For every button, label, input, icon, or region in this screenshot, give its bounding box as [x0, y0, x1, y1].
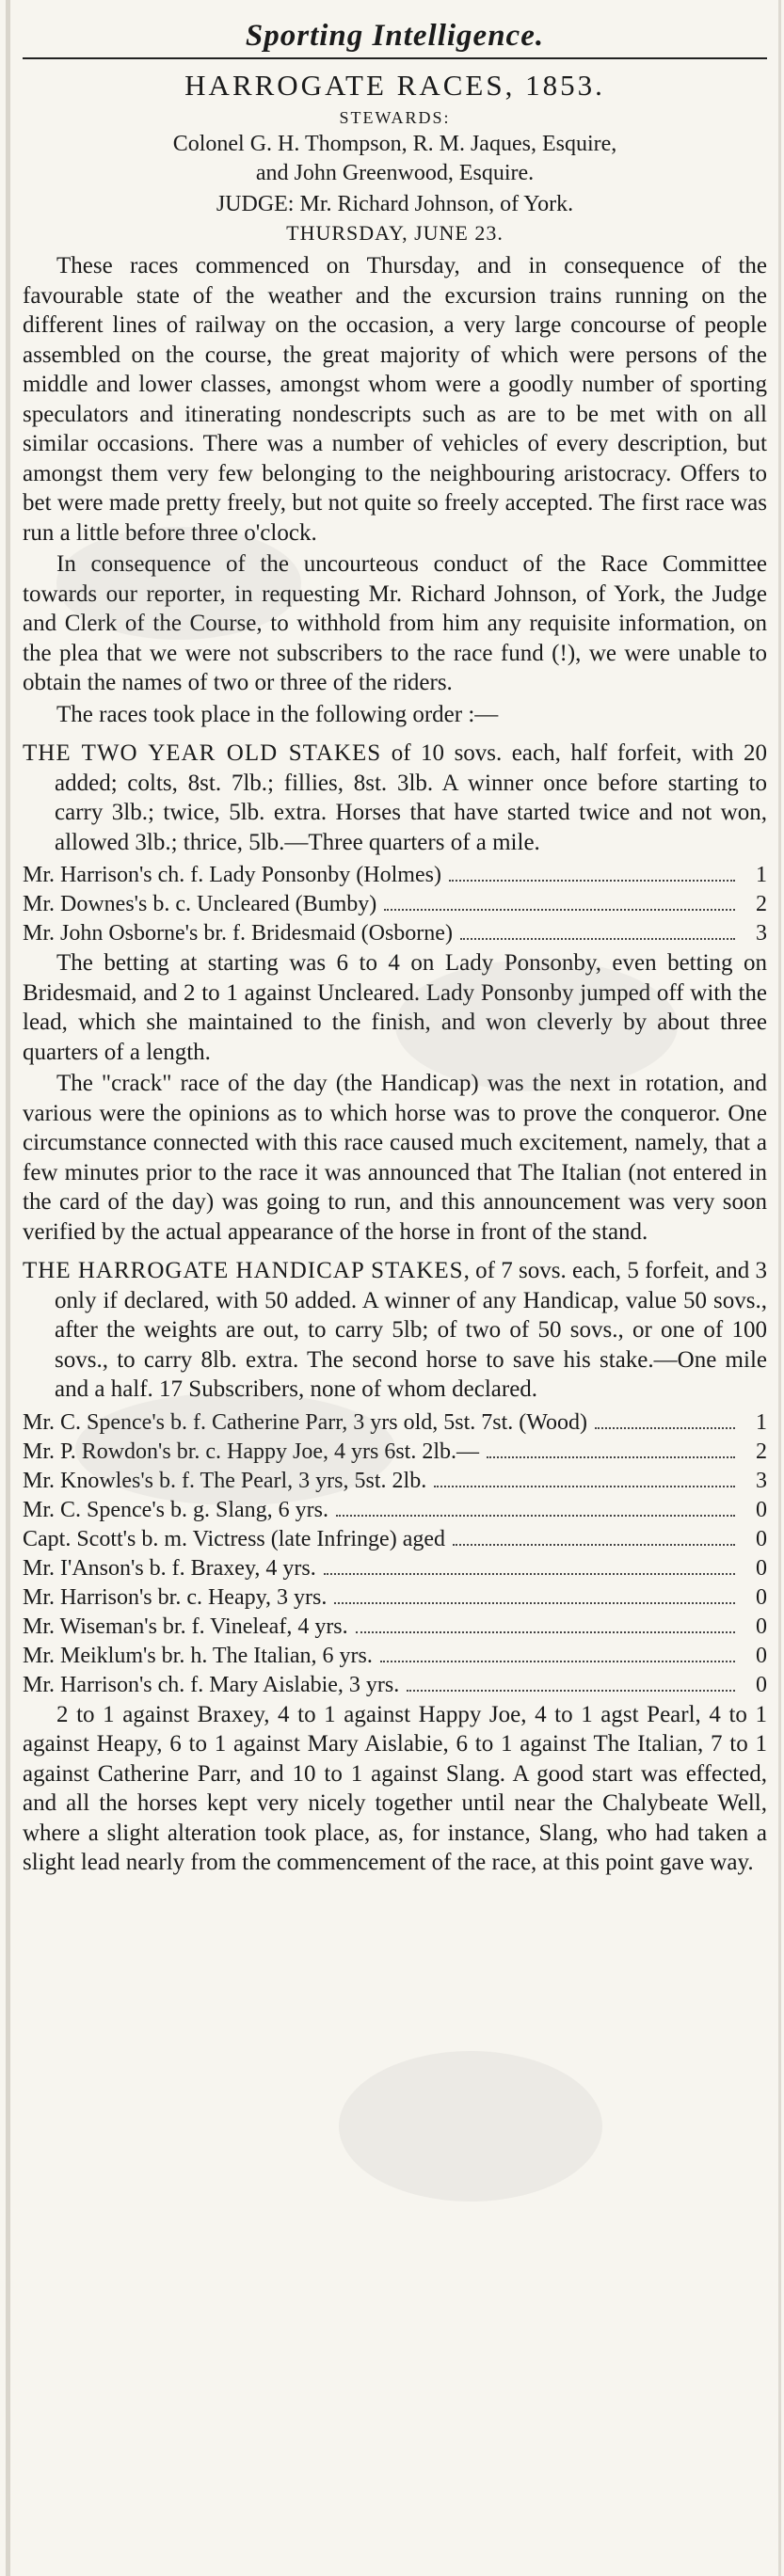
- result-place: 0: [756, 1643, 767, 1668]
- race2-conditions: , of 7 sovs. each, 5 forfeit, and 3 only if declared, with 50 added. A winner of any Handicap, value 50 sovs., after the weights are out, to carry 5lb; of two of 50 sovs., or one of 100 sovs., to carry 8lb. extra. The second horse to save his stake.—One mile and a half. 17 Subscribers, none of whom declared.: [55, 1258, 767, 1402]
- leader-dots: [449, 880, 735, 882]
- race2-results: [23, 1408, 767, 1700]
- result-horse: Mr. Harrison's ch. f. Mary Aislabie, 3 yrs.: [23, 1672, 400, 1697]
- result-place: 0: [756, 1526, 767, 1551]
- result-horse: Mr. Harrison's ch. f. Lady Ponsonby (Holmes): [23, 863, 441, 887]
- section-header: Sporting Intelligence.: [245, 19, 545, 53]
- race-date: THURSDAY, JUNE 23.: [286, 221, 504, 245]
- committee-paragraph: In consequence of the uncourteous conduct of the Race Committee towards our reporter, in requesting Mr. Richard Johnson, of York, the Judge and Clerk of the Course, to withhold from him any requisite information, on the plea that we were not subscribers to the race fund (!), we were unable to obtain the names of two or three of the riders.: [23, 551, 767, 695]
- leader-dots: [434, 1486, 735, 1487]
- result-horse: Mr. Harrison's br. c. Heapy, 3 yrs.: [23, 1584, 328, 1610]
- result-place: 2: [756, 1439, 767, 1464]
- crack-race-paragraph: The "crack" race of the day (the Handicap) was the next in rotation, and various were the opinions as to which horse was to prove the conqueror. One circumstance connected with this race caused much excitement, namely, that a few minutes prior to the race it was announced that The Italian (not entered in the card of the day) was going to run, and this announcement was very soon verified by the actual appearance of the horse in front of the stand.: [23, 1071, 767, 1245]
- paper-edge-right: [778, 0, 781, 2576]
- result-horse: Mr. Knowles's b. f. The Pearl, 3 yrs, 5st. 2lb.: [23, 1468, 427, 1493]
- leader-dots: [460, 938, 735, 940]
- result-horse: Mr. Meiklum's br. h. The Italian, 6 yrs.: [23, 1643, 373, 1668]
- result-horse: Mr. Wiseman's br. f. Vineleaf, 4 yrs.: [23, 1614, 348, 1639]
- intro-paragraph: These races commenced on Thursday, and in consequence of the favourable state of the weather and the excursion trains running on the different lines of railway on the occasion, a very large concourse of people assembled on the course, the great majority of which were persons of the middle and lower classes, amongst whom were a goodly number of sporting speculators and itinerating nondescripts such as are to be met with on all similar occasions. There was a number of vehicles of every description, but amongst them very few belonging to the neighbouring aristocracy. Offers to bet were made pretty freely, but not quite so freely accepted. The first race was run a little before three o'clock.: [23, 253, 767, 546]
- result-horse: Capt. Scott's b. m. Victress (late Infringe) aged: [23, 1526, 445, 1551]
- header-rule: [23, 57, 767, 59]
- leader-dots: [334, 1602, 735, 1604]
- stewards-names: [23, 130, 767, 188]
- result-row: [23, 1496, 767, 1525]
- order-paragraph: The races took place in the following order :—: [56, 701, 499, 727]
- result-place: 2: [756, 892, 767, 916]
- result-horse: Mr. I'Anson's b. f. Braxey, 4 yrs.: [23, 1555, 316, 1581]
- race1-title: THE TWO YEAR OLD STAKES: [23, 740, 382, 766]
- result-place: 0: [756, 1672, 767, 1697]
- result-row: [23, 1438, 767, 1467]
- result-row: [23, 1583, 767, 1613]
- print-smudge: [339, 2051, 602, 2202]
- result-row: [23, 1554, 767, 1583]
- leader-dots: [453, 1544, 735, 1546]
- result-row: [23, 1613, 767, 1642]
- leader-dots: [324, 1573, 735, 1575]
- stewards-line-1: Colonel G. H. Thompson, R. M. Jaques, Esquire,: [172, 132, 617, 156]
- leader-dots: [356, 1631, 735, 1633]
- leader-dots: [384, 909, 735, 911]
- result-row: [23, 890, 767, 919]
- stewards-line-2: and John Greenwood, Esquire.: [255, 161, 535, 185]
- stewards-label: STEWARDS:: [339, 108, 451, 127]
- result-horse: Mr. C. Spence's b. f. Catherine Parr, 3 yrs old, 5st. 7st. (Wood): [23, 1409, 588, 1435]
- paper-edge-left: [6, 0, 10, 2576]
- leader-dots: [407, 1690, 735, 1692]
- result-place: 0: [756, 1497, 767, 1522]
- result-place: 3: [756, 1468, 767, 1493]
- result-row: [23, 1671, 767, 1700]
- race2-report: 2 to 1 against Braxey, 4 to 1 against Happy Joe, 4 to 1 agst Pearl, 4 to 1 against Heapy, 6 to 1 against Mary Aislabie, 6 to 1 against The Italian, 7 to 1 against Catherine Parr, and 10 to 1 against Slang. A good start was effected, and all the horses kept very nicely together until near the Chalybeate Well, where a slight alteration took place, as, for instance, Slang, who had taken a slight lead nearly from the commencement of the race, at this point gave way.: [23, 1701, 767, 1875]
- race2-heading: [23, 1256, 767, 1405]
- result-row: [23, 1525, 767, 1554]
- result-row: [23, 1408, 767, 1438]
- race2-title: THE HARROGATE HANDICAP STAKES: [23, 1258, 464, 1283]
- race1-results: [23, 861, 767, 948]
- race1-report: The betting at starting was 6 to 4 on Lady Ponsonby, even betting on Bridesmaid, and 2 to 1 against Uncleared. Lady Ponsonby jumped off with the lead, which she maintained to the finish, and won cleverly by about three quarters of a length.: [23, 950, 767, 1065]
- result-row: [23, 1642, 767, 1671]
- result-horse: Mr. P. Rowdon's br. c. Happy Joe, 4 yrs 6st. 2lb.—: [23, 1439, 480, 1464]
- result-place: 0: [756, 1584, 767, 1610]
- judge-line: JUDGE: Mr. Richard Johnson, of York.: [216, 192, 574, 216]
- leader-dots: [487, 1456, 735, 1458]
- result-place: 0: [756, 1555, 767, 1581]
- race1-conditions: of 10 sovs. each, half forfeit, with 20 added; colts, 8st. 7lb.; fillies, 8st. 3lb. A winner once before starting to carry 3lb.; twice, 5lb. extra. Horses that have started twice and not won, allowed 3lb.; thrice, 5lb.—Three quarters of a mile.: [55, 740, 767, 855]
- result-place: 0: [756, 1614, 767, 1639]
- article-title: HARROGATE RACES, 1853.: [184, 69, 605, 102]
- leader-dots: [336, 1515, 735, 1517]
- result-horse: Mr. C. Spence's b. g. Slang, 6 yrs.: [23, 1497, 328, 1522]
- leader-dots: [380, 1661, 735, 1662]
- result-horse: Mr. Downes's b. c. Uncleared (Bumby): [23, 892, 377, 916]
- result-row: [23, 1467, 767, 1496]
- result-place: 1: [756, 863, 767, 887]
- result-row: [23, 919, 767, 948]
- race1-heading: [23, 739, 767, 857]
- result-place: 1: [756, 1409, 767, 1435]
- result-horse: Mr. John Osborne's br. f. Bridesmaid (Osborne): [23, 921, 453, 946]
- leader-dots: [595, 1427, 735, 1429]
- result-row: [23, 861, 767, 890]
- result-place: 3: [756, 921, 767, 946]
